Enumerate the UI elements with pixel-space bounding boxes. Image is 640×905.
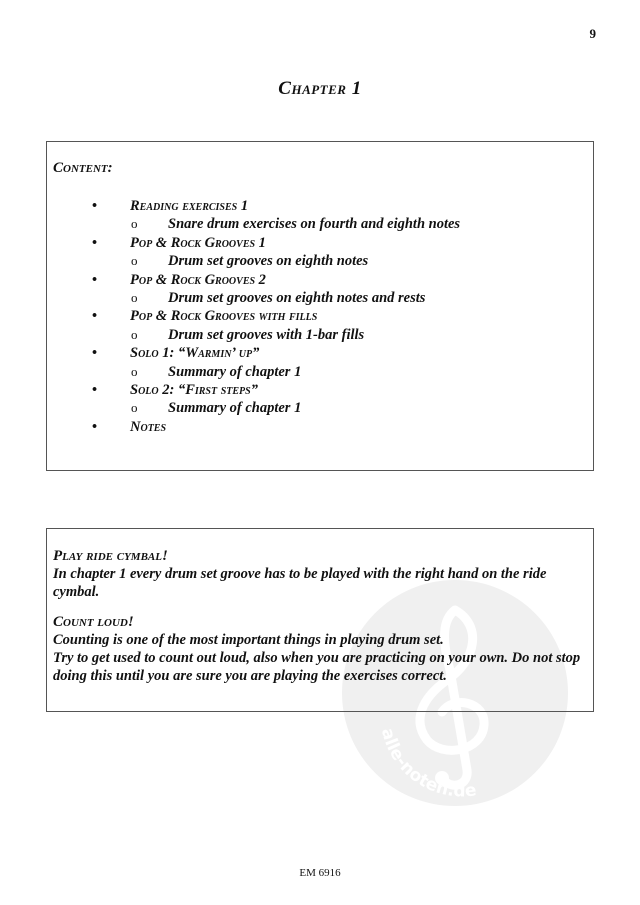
list-subitem [47, 326, 593, 344]
list-item [47, 307, 593, 325]
ride-cymbal-heading: Play ride cymbal! [53, 548, 168, 564]
sub-bullet-icon: o [131, 363, 138, 379]
list-item [47, 381, 593, 399]
bullet-icon: • [92, 381, 98, 398]
bullet-icon: • [92, 234, 98, 251]
list-item [47, 344, 593, 362]
list-subitem [47, 363, 593, 381]
list-subitem-label: Drum set grooves with 1-bar fills [168, 326, 365, 343]
list-subitem-label: Drum set grooves on eighth notes and rests [168, 289, 426, 306]
list-item [47, 418, 593, 436]
chapter-title: Chapter 1 [278, 78, 362, 99]
list-subitem-label: Drum set grooves on eighth notes [168, 253, 369, 270]
bullet-icon: • [92, 418, 98, 435]
sub-bullet-icon: o [131, 216, 138, 232]
list-item-label: Pop & Rock Grooves with fills [130, 308, 318, 325]
content-box [46, 141, 594, 471]
bullet-icon: • [92, 345, 98, 362]
list-subitem [47, 252, 593, 270]
bullet-icon: • [92, 198, 98, 214]
list-item-label: Solo 2: “First steps” [130, 381, 258, 398]
sub-bullet-icon: o [131, 253, 138, 269]
list-subitem [47, 289, 593, 307]
count-loud-text-1: Counting is one of the most important things in playing drum set. [53, 632, 444, 648]
bullet-icon: • [92, 271, 98, 288]
sub-bullet-icon: o [131, 400, 138, 416]
count-loud-text-2: Try to get used to count out loud, also when you are practicing on your own. Do not stop doing this until you are sure you are playing the exercises correct. [53, 650, 581, 684]
list-item-label: Solo 1: “Warmin’ up” [130, 345, 260, 362]
list-item-label: Reading exercises 1 [130, 198, 249, 214]
list-item-label: Pop & Rock Grooves 1 [130, 234, 266, 251]
content-heading: Content: [53, 160, 113, 176]
footer-catalog-number: EM 6916 [299, 867, 341, 879]
ride-cymbal-text: In chapter 1 every drum set groove has to be played with the right hand on the ride cymbal. [53, 566, 547, 600]
list-subitem-label: Snare drum exercises on fourth and eighth notes [168, 216, 461, 233]
list-item [47, 271, 593, 289]
list-item [47, 234, 593, 252]
list-subitem-label: Summary of chapter 1 [168, 400, 302, 417]
page-number: 9 [589, 26, 596, 41]
watermark-text: alle-noten.de [376, 726, 478, 802]
list-subitem [47, 399, 593, 417]
list-item-label: Notes [130, 418, 167, 435]
list-subitem-label: Summary of chapter 1 [168, 363, 302, 380]
sub-bullet-icon: o [131, 289, 138, 305]
list-subitem [47, 215, 593, 233]
sub-bullet-icon: o [131, 326, 138, 342]
bullet-icon: • [92, 308, 98, 325]
list-item-label: Pop & Rock Grooves 2 [130, 271, 266, 288]
list-item [47, 197, 593, 215]
content-list [47, 197, 593, 436]
count-loud-heading: Count loud! [53, 614, 134, 630]
tips-box [46, 528, 594, 712]
